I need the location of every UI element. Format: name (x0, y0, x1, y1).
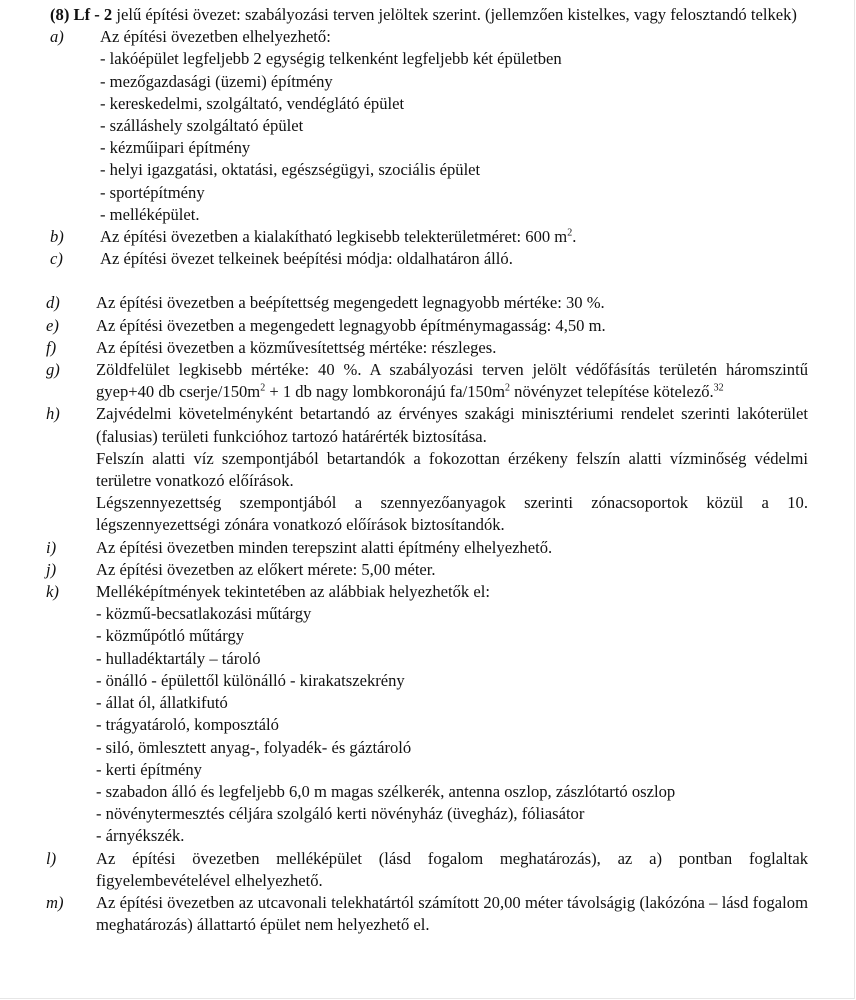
list-item: - kerti építmény (96, 759, 202, 779)
item-label: f) (46, 337, 57, 357)
item-m (46, 892, 808, 936)
list-item: - szálláshely szolgáltató épület (100, 116, 304, 136)
item-g-text-3: növényzet telepítése kötelező. (510, 382, 714, 402)
spacer (50, 270, 808, 292)
item-h (46, 403, 808, 536)
list-item: - helyi igazgatási, oktatási, egészségügyi, szociális épület (100, 160, 481, 180)
item-label: g) (46, 360, 60, 380)
item-a-intro: Az építési övezetben elhelyezhető: (100, 27, 331, 47)
item-label: a) (50, 27, 64, 47)
item-label: c) (50, 249, 63, 269)
item-h-paragraph: Légszennyezettség szempontjából a szennyezőanyagok szerinti zónacsoportok közül a 10. légszennyezettségi zónára vonatkozó előírások biztosítandók. (96, 493, 808, 535)
item-label: l) (46, 848, 57, 868)
section-heading (50, 4, 808, 26)
list-item: - siló, ömlesztett anyag-, folyadék- és gáztároló (96, 737, 412, 757)
superscript: 2 (567, 227, 573, 239)
list-item: - melléképület. (100, 204, 200, 224)
item-label: j) (46, 559, 57, 579)
item-g (46, 359, 808, 403)
item-label: d) (46, 293, 60, 313)
item-l-text: Az építési övezetben melléképület (lásd fogalom meghatározás), az a) pontban foglaltak figyelembevételével elhelyezhető. (96, 848, 808, 890)
item-label: e) (46, 315, 59, 335)
item-g-text-1: Zöldfelület legkisebb mértéke: 40 %. A szabályozási terven jelölt védőfásítás területén háromszintű gyep+40 db cserje/150m (96, 360, 808, 402)
item-label: h) (46, 404, 60, 424)
item-i-text: Az építési övezetben minden terepszint alatti építmény elhelyezhető. (96, 537, 553, 557)
item-e (46, 315, 808, 337)
item-m-text: Az építési övezetben az utcavonali telekhatártól számított 20,00 méter távolságig (lakózóna – lásd fogalom meghatározás) állattartó épület nem helyezhető el. (96, 892, 808, 935)
item-label: b) (50, 227, 64, 247)
list-item: - közműpótló műtárgy (96, 626, 245, 646)
heading-text: jelű építési övezet: szabályozási terven jelöltek szerint. (jellemzően kistelkes, vagy felosztandó telkek) (116, 5, 797, 24)
list-item: - önálló - épülettől különálló - kirakatszekrény (96, 670, 405, 690)
item-b-text: Az építési övezetben a kialakítható legkisebb telekterületméret: 600 m (100, 227, 568, 247)
item-label: i) (46, 537, 57, 557)
item-a (50, 26, 808, 226)
item-b-tail: . (572, 227, 577, 247)
item-f (46, 337, 808, 359)
list-item: - árnyékszék. (96, 826, 185, 846)
item-label: k) (46, 582, 59, 602)
list-item: - mezőgazdasági (üzemi) építmény (100, 71, 333, 91)
item-d (46, 292, 808, 314)
item-g-text-2: + 1 db nagy lombkoronájú fa/150m (265, 382, 505, 402)
list-item: - lakóépület legfeljebb 2 egységig telkenként legfeljebb két épületben (100, 49, 562, 69)
list-item: - kézműipari építmény (100, 138, 251, 158)
item-h-paragraph: Zajvédelmi követelményként betartandó az érvényes szakági minisztériumi rendelet szerinti lakóterület (falusias) területi funkcióhoz tartozó határérték biztosítása. (96, 404, 808, 446)
zone-code: Lf - 2 (73, 5, 113, 24)
section-number: (8) (50, 5, 70, 24)
item-i (46, 537, 808, 559)
document-content (46, 4, 808, 936)
footnote-ref[interactable]: 32 (713, 382, 724, 394)
item-f-text: Az építési övezetben a közművesítettség mértéke: részleges. (96, 337, 497, 357)
item-k-intro: Melléképítmények tekintetében az alábbiak helyezhetők el: (96, 582, 490, 602)
list-item: - közmű-becsatlakozási műtárgy (96, 604, 312, 624)
list-item: - sportépítmény (100, 182, 205, 202)
item-e-text: Az építési övezetben a megengedett legnagyobb építménymagasság: 4,50 m. (96, 315, 606, 335)
list-item: - hulladéktartály – tároló (96, 648, 261, 668)
item-k (46, 581, 808, 847)
list-item: - kereskedelmi, szolgáltató, vendéglátó épület (100, 93, 405, 113)
item-l (46, 848, 808, 892)
item-j-text: Az építési övezetben az előkert mérete: 5,00 méter. (96, 559, 436, 579)
item-c (50, 248, 808, 270)
item-b (50, 226, 808, 248)
list-item: - növénytermesztés céljára szolgáló kerti növényház (üvegház), fóliasátor (96, 804, 585, 824)
list-item: - állat ól, állatkifutó (96, 693, 228, 713)
item-h-paragraph: Felszín alatti víz szempontjából betartandók a fokozottan érzékeny felszín alatti vízminőség védelmi területre vonatkozó előírások. (96, 448, 808, 491)
list-item: - szabadon álló és legfeljebb 6,0 m magas szélkerék, antenna oszlop, zászlótartó oszlop (96, 781, 676, 801)
list-item: - trágyatároló, komposztáló (96, 715, 279, 735)
superscript: 2 (260, 382, 266, 394)
superscript: 2 (505, 382, 510, 394)
item-j (46, 559, 808, 581)
item-label: m) (46, 892, 64, 912)
item-c-text: Az építési övezet telkeinek beépítési módja: oldalhatáron álló. (100, 249, 513, 269)
item-d-text: Az építési övezetben a beépítettség megengedett legnagyobb mértéke: 30 %. (96, 293, 605, 313)
